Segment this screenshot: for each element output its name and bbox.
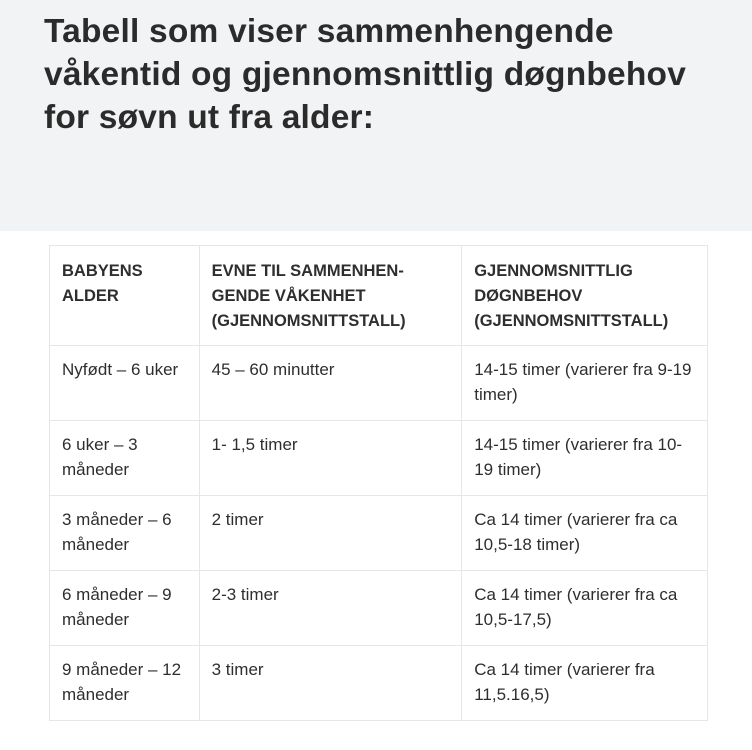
page-title: Tabell som viser sammenhengende våkentid og gjennomsnittlig døgnbehov for søvn ut fra alder: <box>44 13 687 136</box>
sleep-table-container <box>49 245 708 721</box>
cell-age: Nyfødt – 6 uker <box>50 346 200 421</box>
table-row <box>50 421 708 496</box>
cell-age: 9 måneder – 12 måneder <box>50 646 200 721</box>
cell-awake-time: 3 timer <box>199 646 462 721</box>
table-row <box>50 571 708 646</box>
table-row <box>50 346 708 421</box>
cell-sleep-need: 14-15 timer (varierer fra 10-19 timer) <box>462 421 708 496</box>
header-awake-ability: EVNE TIL SAMMENHEN-GENDE VÅKENHET (GJENNOMSNITTSTALL) <box>199 246 462 346</box>
table-header-row <box>50 246 708 346</box>
cell-age: 3 måneder – 6 måneder <box>50 496 200 571</box>
cell-awake-time: 45 – 60 minutter <box>199 346 462 421</box>
header-daily-need: GJENNOMSNITTLIG DØGNBEHOV (GJENNOMSNITTSTALL) <box>462 246 708 346</box>
cell-sleep-need: Ca 14 timer (varierer fra ca 10,5-18 timer) <box>462 496 708 571</box>
sleep-table <box>49 245 708 721</box>
table-row <box>50 646 708 721</box>
table-row <box>50 496 708 571</box>
cell-awake-time: 2-3 timer <box>199 571 462 646</box>
cell-sleep-need: 14-15 timer (varierer fra 9-19 timer) <box>462 346 708 421</box>
cell-awake-time: 2 timer <box>199 496 462 571</box>
cell-sleep-need: Ca 14 timer (varierer fra ca 10,5-17,5) <box>462 571 708 646</box>
cell-sleep-need: Ca 14 timer (varierer fra 11,5.16,5) <box>462 646 708 721</box>
cell-age: 6 måneder – 9 måneder <box>50 571 200 646</box>
header-section <box>0 0 752 231</box>
cell-awake-time: 1- 1,5 timer <box>199 421 462 496</box>
header-age: BABYENS ALDER <box>50 246 200 346</box>
cell-age: 6 uker – 3 måneder <box>50 421 200 496</box>
